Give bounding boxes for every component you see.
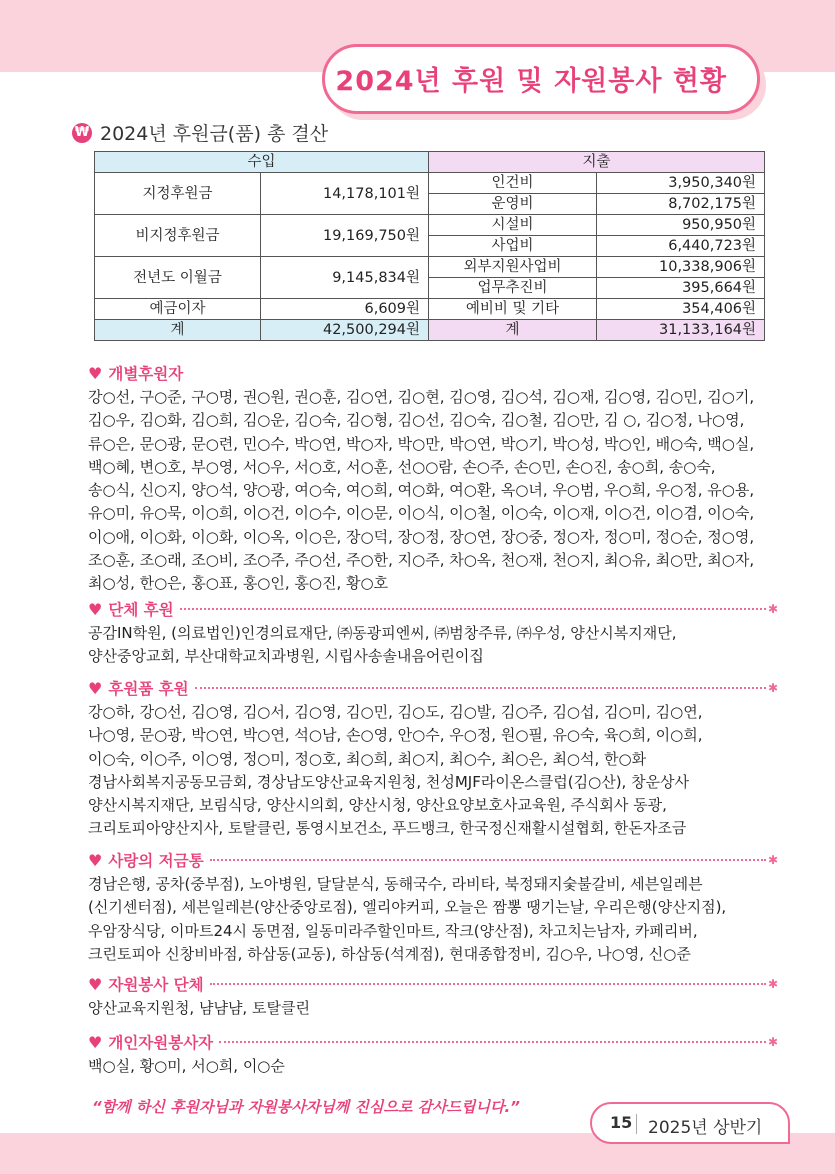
dotted-divider	[210, 859, 766, 861]
settlement-title: 2024년 후원금(품) 총 결산	[100, 123, 329, 145]
footer-divider	[636, 1114, 637, 1134]
expense-label: 예비비 및 기타	[429, 299, 597, 320]
donor-line: 크린토피아 신창비바점, 하삼동(교동), 하삼동(석계점), 현대종합정비, 김○우, 나○영, 신○준	[88, 944, 691, 963]
section-body	[88, 386, 778, 596]
star-icon: ✱	[767, 602, 778, 616]
donor-line: 최○성, 한○은, 홍○표, 홍○인, 홍○진, 황○호	[88, 574, 389, 593]
section-title: 후원품 후원	[108, 680, 189, 698]
donor-line: 크리토피아양산지사, 토탈클린, 통영시보건소, 푸드뱅크, 한국정신재활시설협회, 한돈자조금	[88, 819, 687, 838]
donor-line: 이○애, 이○화, 이○화, 이○옥, 이○은, 장○덕, 장○정, 장○연, 장○중, 정○자, 정○미, 정○순, 정○영,	[88, 527, 755, 546]
closing-message: “함께 하신 후원자님과 자원봉사자님께 진심으로 감사드립니다.”	[92, 1098, 520, 1116]
donor-line: 공감IN학원, (의료법인)인경의료재단, ㈜동광피엔씨, ㈜범창주류, ㈜우성, 양산시복지재단,	[88, 624, 677, 642]
star-icon: ✱	[767, 853, 778, 867]
donor-line: 백○실, 황○미, 서○희, 이○순	[88, 1057, 285, 1075]
group-donors-section	[88, 598, 778, 669]
star-icon: ✱	[767, 681, 778, 695]
expense-amount: 3,950,340원	[597, 173, 765, 194]
expense-total-label: 계	[429, 320, 597, 341]
section-title: 사랑의 저금통	[108, 852, 204, 870]
donor-line: 김○우, 김○화, 김○희, 김○운, 김○숙, 김○형, 김○선, 김○숙, 김○철, 김○만, 김 ○, 김○정, 나○영,	[88, 411, 745, 430]
donor-line: 유○미, 유○묵, 이○희, 이○건, 이○수, 이○문, 이○식, 이○철, 이○숙, 이○재, 이○건, 이○겸, 이○숙,	[88, 504, 755, 523]
volunteer-group-section	[88, 973, 778, 1020]
income-label: 지정후원금	[95, 173, 261, 215]
donor-line: 우암장식당, 이마트24시 동면점, 일동미라주할인마트, 작크(양산점), 차고치는남자, 카페리버,	[88, 921, 698, 940]
heart-icon: ♥	[88, 678, 103, 698]
income-label: 예금이자	[95, 299, 261, 320]
income-amount: 6,609원	[261, 299, 429, 320]
expense-amount: 6,440,723원	[597, 236, 765, 257]
donor-line: 양산시복지재단, 보림식당, 양산시의회, 양산시청, 양산요양보호사교육원, 주식회사 동광,	[88, 796, 667, 815]
settlement-table	[94, 151, 765, 341]
expense-label: 인건비	[429, 173, 597, 194]
section-title: 개별후원자	[108, 365, 184, 383]
income-amount: 14,178,101원	[261, 173, 429, 215]
page-footer	[590, 1102, 790, 1144]
page-title: 2024년 후원 및 자원봉사 현황	[335, 66, 727, 97]
heart-icon: ♥	[88, 974, 103, 994]
donor-line: 조○훈, 조○래, 조○비, 조○주, 주○선, 주○한, 지○주, 차○옥, 천○재, 천○지, 최○유, 최○만, 최○자,	[88, 551, 755, 570]
expense-amount: 950,950원	[597, 215, 765, 236]
expense-label: 시설비	[429, 215, 597, 236]
donor-line: 경남사회복지공동모금회, 경상남도양산교육지원청, 천성MJF라이온스클럽(김○산), 창운상사	[88, 772, 690, 791]
donor-line: 나○영, 문○광, 박○연, 박○연, 석○남, 손○영, 안○수, 우○정, 원○필, 유○숙, 육○희, 이○희,	[88, 726, 703, 745]
donor-line: 강○하, 강○선, 김○영, 김○서, 김○영, 김○민, 김○도, 김○발, 김○주, 김○섭, 김○미, 김○연,	[88, 703, 703, 721]
won-icon: ₩	[72, 123, 92, 143]
donor-line: 양산교육지원청, 냠냠냠, 토탈클린	[88, 999, 310, 1017]
heart-icon: ♥	[88, 363, 103, 383]
section-body	[88, 873, 778, 966]
income-total-amount: 42,500,294원	[261, 320, 429, 341]
section-body	[88, 1055, 778, 1078]
footer-label: 2025년 상반기	[648, 1118, 763, 1138]
section-body	[88, 622, 778, 669]
dotted-divider	[195, 687, 766, 689]
income-total-label: 계	[95, 320, 261, 341]
heart-icon: ♥	[88, 599, 103, 619]
star-icon: ✱	[767, 1035, 778, 1049]
income-header: 수입	[95, 152, 429, 173]
expense-amount: 10,338,906원	[597, 257, 765, 278]
donor-line: 양산중앙교회, 부산대학교치과병원, 시립사송솔내음어린이집	[88, 647, 484, 666]
savings-donors-section	[88, 849, 778, 966]
income-label: 전년도 이월금	[95, 257, 261, 299]
donor-line: 이○숙, 이○주, 이○영, 정○미, 정○호, 최○희, 최○지, 최○수, 최○은, 최○석, 한○화	[88, 749, 647, 768]
dotted-divider	[210, 983, 766, 985]
donor-line: 백○혜, 변○호, 부○영, 서○우, 서○호, 서○훈, 선○○람, 손○주, 손○민, 손○진, 송○희, 송○숙,	[88, 457, 716, 476]
income-amount: 9,145,834원	[261, 257, 429, 299]
expense-label: 사업비	[429, 236, 597, 257]
donor-line: 강○선, 구○준, 구○명, 권○원, 권○훈, 김○연, 김○현, 김○영, 김○석, 김○재, 김○영, 김○민, 김○기,	[88, 388, 755, 406]
goods-donors-section	[88, 677, 778, 841]
expense-amount: 395,664원	[597, 278, 765, 299]
heart-icon: ♥	[88, 850, 103, 870]
star-icon: ✱	[767, 977, 778, 991]
section-title: 자원봉사 단체	[108, 976, 204, 994]
individual-donors-section	[88, 362, 778, 596]
header-title-box	[322, 44, 760, 114]
income-label: 비지정후원금	[95, 215, 261, 257]
section-title: 단체 후원	[108, 601, 174, 619]
section-title: 개인자원봉사자	[108, 1034, 214, 1052]
settlement-title-row	[72, 119, 328, 146]
expense-label: 업무추진비	[429, 278, 597, 299]
income-amount: 19,169,750원	[261, 215, 429, 257]
expense-total-amount: 31,133,164원	[597, 320, 765, 341]
expense-amount: 354,406원	[597, 299, 765, 320]
donor-line: 류○은, 문○광, 문○련, 민○수, 박○연, 박○자, 박○만, 박○연, 박○기, 박○성, 박○인, 배○숙, 백○실,	[88, 434, 755, 453]
expense-label: 외부지원사업비	[429, 257, 597, 278]
expense-amount: 8,702,175원	[597, 194, 765, 215]
volunteer-individual-section	[88, 1031, 778, 1078]
page-number: 15	[610, 1113, 633, 1132]
donor-line: (신기센터점), 세븐일레븐(양산중앙로점), 엘리야커피, 오늘은 짬뽕 땡기는날, 우리은행(양산지점),	[88, 898, 727, 917]
section-body	[88, 997, 778, 1020]
dotted-divider	[219, 1041, 766, 1043]
donor-line: 경남은행, 공차(중부점), 노아병원, 달달분식, 동해국수, 라비타, 북정돼지숯불갈비, 세븐일레븐	[88, 875, 703, 893]
heart-icon: ♥	[88, 1032, 103, 1052]
expense-header: 지출	[429, 152, 765, 173]
expense-label: 운영비	[429, 194, 597, 215]
dotted-divider	[180, 608, 766, 610]
section-body	[88, 701, 778, 841]
donor-line: 송○식, 신○지, 양○석, 양○광, 여○숙, 여○희, 여○화, 여○환, 옥○녀, 우○범, 우○희, 우○정, 유○용,	[88, 481, 755, 500]
